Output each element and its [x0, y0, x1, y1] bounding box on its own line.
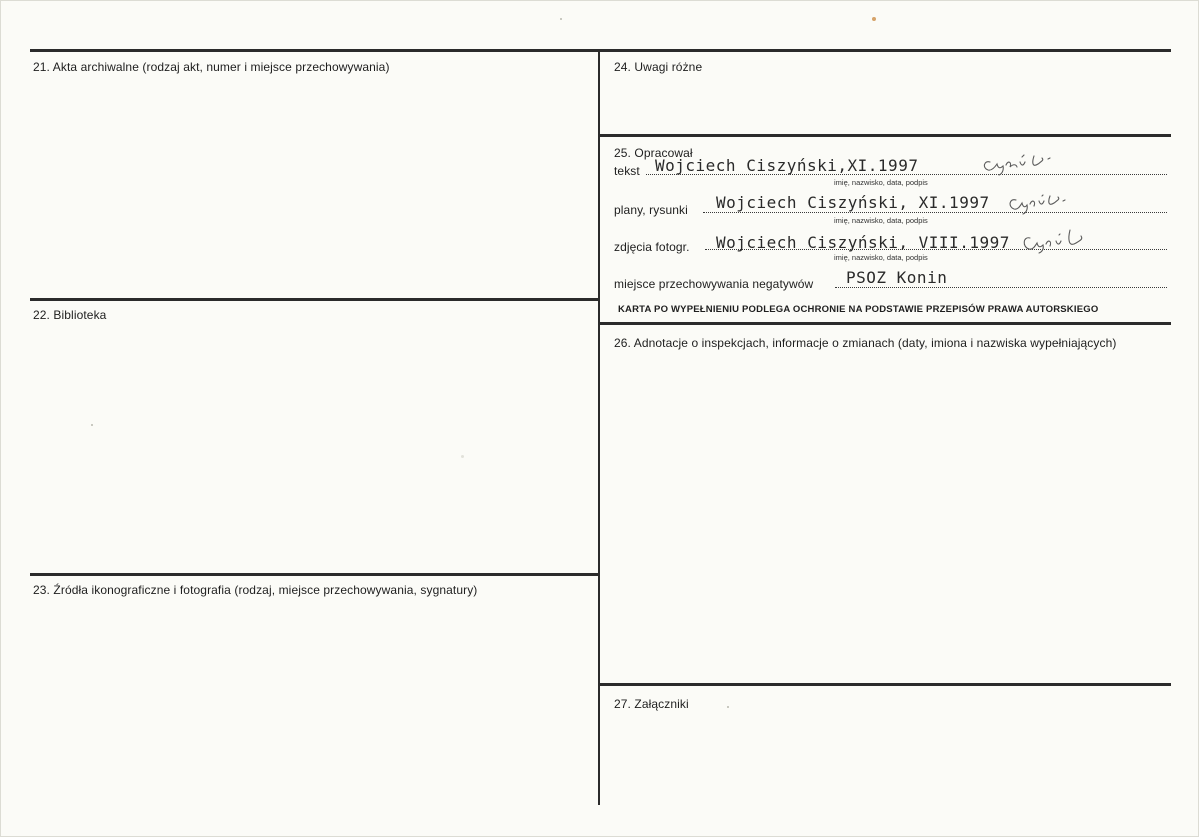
zdjecia-caption: imię, nazwisko, data, podpis [834, 253, 928, 262]
section-24-label: 24. Uwagi różne [614, 60, 703, 74]
zdjecia-value: Wojciech Ciszyński, VIII.1997 [716, 233, 1010, 252]
left-rule-22 [30, 298, 600, 301]
section-23-label: 23. Źródła ikonograficzne i fotografia (rodzaj, miejsce przechowywania, sygnatury) [33, 583, 478, 597]
left-rule-23 [30, 573, 600, 576]
zdjecia-signature [1020, 226, 1100, 256]
copyright-notice: KARTA PO WYPEŁNIENIU PODLEGA OCHRONIE NA PODSTAWIE PRZEPISÓW PRAWA AUTORSKIEGO [618, 304, 1099, 315]
section-21-label: 21. Akta archiwalne (rodzaj akt, numer i miejsce przechowywania) [33, 60, 390, 74]
section-22-label: 22. Biblioteka [33, 308, 107, 322]
plany-line [703, 212, 1167, 213]
column-divider [598, 50, 600, 805]
negatives-line [835, 287, 1167, 288]
paper-speck [461, 455, 464, 458]
paper-speck [727, 706, 729, 708]
plany-label: plany, rysunki [614, 203, 688, 217]
plany-value: Wojciech Ciszyński, XI.1997 [716, 193, 990, 212]
plany-signature [1006, 190, 1086, 216]
right-rule-27 [600, 683, 1171, 686]
paper-speck [560, 18, 562, 20]
paper-speck [872, 17, 876, 21]
paper-speck [91, 424, 93, 426]
tekst-signature [980, 150, 1080, 176]
top-rule [30, 49, 1171, 52]
section-25-label: 25. Opracował [614, 146, 693, 160]
section-26-label: 26. Adnotacje o inspekcjach, informacje o zmianach (daty, imiona i nazwiska wypełniających) [614, 336, 1117, 350]
right-rule-25 [600, 134, 1171, 137]
section-27-label: 27. Załączniki [614, 697, 689, 711]
tekst-caption: imię, nazwisko, data, podpis [834, 178, 928, 187]
zdjecia-label: zdjęcia fotogr. [614, 240, 690, 254]
tekst-value: Wojciech Ciszyński,XI.1997 [655, 156, 919, 175]
tekst-label: tekst [614, 164, 640, 178]
negatives-value: PSOZ Konin [846, 268, 948, 287]
right-rule-26 [600, 322, 1171, 325]
negatives-label: miejsce przechowywania negatywów [614, 277, 814, 291]
plany-caption: imię, nazwisko, data, podpis [834, 216, 928, 225]
